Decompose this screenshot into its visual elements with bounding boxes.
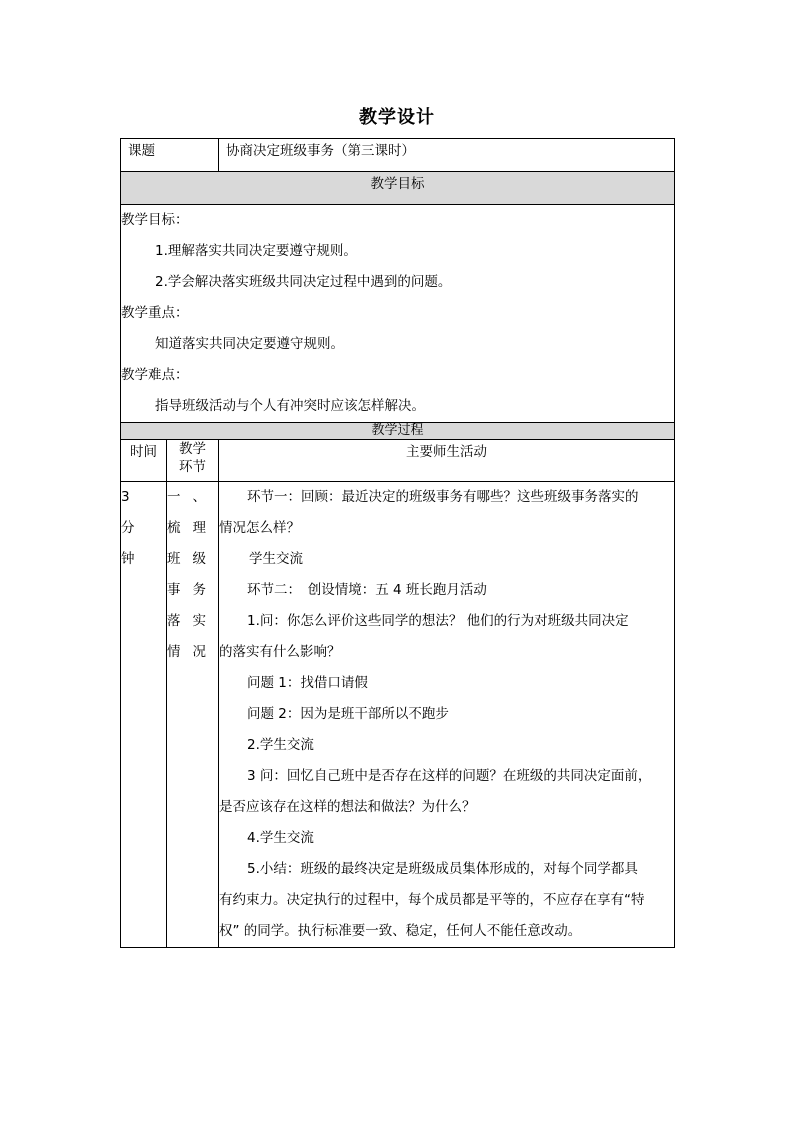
- col-stage-line1: 教学: [179, 441, 206, 457]
- activity-line: 4.学生交流: [247, 830, 314, 846]
- objectives-header-row: [121, 172, 675, 205]
- activity-line: 权” 的同学。执行标准要一致、稳定，任何人不能任意改动。: [219, 923, 582, 939]
- objectives-header: 教学目标: [121, 172, 675, 205]
- page-title: 教学设计: [359, 107, 435, 128]
- activity-line: 是否应该存在这样的想法和做法？为什么？: [219, 799, 476, 815]
- process-row: [121, 482, 675, 948]
- topic-value: 协商决定班级事务（第三课时）: [219, 139, 675, 172]
- col-stage-line2: 环节: [179, 459, 206, 475]
- col-activity-header: 主要师生活动: [219, 440, 675, 482]
- key-label: 教学重点：: [121, 305, 189, 321]
- stage-value: 一、梳理班级事务落实情况: [167, 482, 219, 948]
- process-header: 教学过程: [121, 423, 675, 440]
- activity-line: 问题 2：因为是班干部所以不跑步: [247, 706, 449, 722]
- col-stage-header: [167, 440, 219, 482]
- activity-line: 2.学生交流: [247, 737, 314, 753]
- difficulty-label: 教学难点：: [121, 367, 189, 383]
- goal-item: 1.理解落实共同决定要遵守规则。: [155, 243, 357, 259]
- objectives-row: [121, 205, 675, 423]
- time-value: 3 分钟: [121, 482, 167, 948]
- activity-line: 3 问：回忆自己班中是否存在这样的问题？在班级的共同决定面前，: [247, 768, 652, 784]
- activity-line: 有约束力。决定执行的过程中，每个成员都是平等的，不应存在享有“特: [219, 892, 645, 908]
- col-time-header: 时间: [121, 440, 167, 482]
- topic-label: 课题: [121, 139, 219, 172]
- activity-line: 1.问：你怎么评价这些同学的想法？ 他们的行为对班级共同决定: [247, 613, 629, 629]
- activity-line: 环节二： 创设情境：五 4 班长跑月活动: [247, 582, 487, 598]
- objectives-cell: [121, 205, 675, 423]
- activity-line: 环节一：回顾：最近决定的班级事务有哪些？这些班级事务落实的: [247, 489, 639, 505]
- key-point: 知道落实共同决定要遵守规则。: [155, 336, 344, 352]
- activity-line: 的落实有什么影响？: [219, 644, 341, 660]
- activity-line: 情况怎么样？: [219, 520, 300, 536]
- lesson-plan-table: [120, 138, 675, 948]
- goal-item: 2.学会解决落实班级共同决定过程中遇到的问题。: [155, 274, 452, 290]
- activity-line: 学生交流: [249, 551, 303, 567]
- topic-row: [121, 139, 675, 172]
- column-header-row: [121, 440, 675, 482]
- activity-line: 5.小结：班级的最终决定是班级成员集体形成的，对每个同学都具: [247, 861, 638, 877]
- difficulty-point: 指导班级活动与个人有冲突时应该怎样解决。: [155, 398, 425, 414]
- goals-label: 教学目标：: [121, 212, 189, 228]
- activity-line: 问题 1：找借口请假: [247, 675, 368, 691]
- activity-cell: [219, 482, 675, 948]
- process-header-row: [121, 423, 675, 440]
